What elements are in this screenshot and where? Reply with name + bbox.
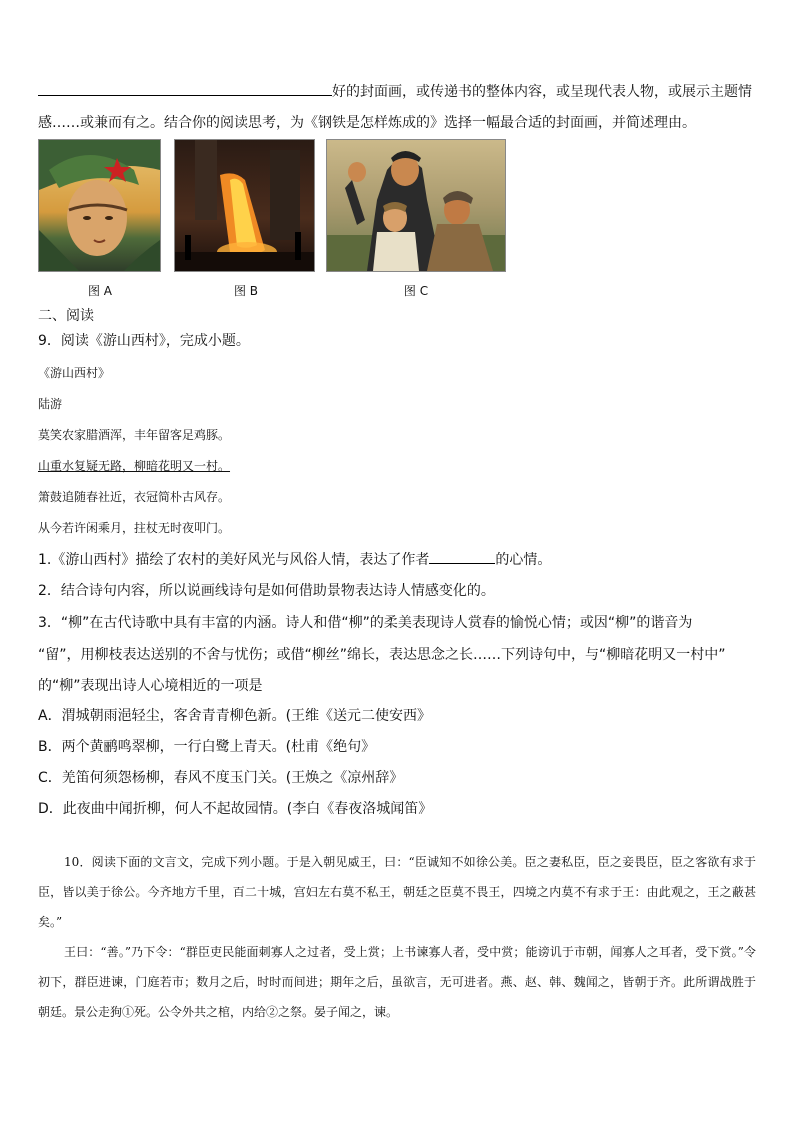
q10-paragraph-1: 10．阅读下面的文言文，完成下列小题。于是入朝见威王，曰：“臣诚知不如徐公美。臣之妻私臣，臣之妾畏臣，臣之客欲有求于臣，皆以美于徐公。今齐地方千里，百二十城，宫妇左右莫不私王，朝廷之臣莫不畏王，四境之内莫不有求于王：由此观之，王之蔽甚矣。” <box>38 855 756 929</box>
poem-line-1: 莫笑农家腊酒浑，丰年留客足鸡豚。 <box>38 428 231 442</box>
poem-title: 《游山西村》 <box>38 366 111 380</box>
figure-c-caption: 图 C <box>403 284 429 298</box>
q10-paragraph-2: 王曰：“善。”乃下令：“群臣吏民能面刺寡人之过者，受上赏；上书谏寡人者，受中赏；能谤讥于市朝，闻寡人之耳者，受下赏。”令初下，群臣进谏，门庭若市；数月之后，时时而间进；期年之后，虽欲言，无可进者。燕、赵、韩、魏闻之，皆朝于齐。此所谓战胜于朝廷。景公走狗①死。公令外共之棺，内给②之祭。晏子闻之，谏。 <box>38 945 756 1019</box>
q9-sub1-text-b: 的心情。 <box>495 552 552 568</box>
poem-line-2-text: 山重水复疑无路，柳暗花明又一村。 <box>38 459 231 473</box>
figure-a-soldier-portrait <box>38 139 161 272</box>
q9-sub1-text-a: 1.《游山西村》描绘了农村的美好风光与风俗人情，表达了作者 <box>38 552 430 568</box>
answer-blank <box>429 549 495 564</box>
intro-line-1 <box>38 81 752 102</box>
option-a: A．渭城朝雨浥轻尘，客舍青青柳色新。(王维《送元二使安西》 <box>38 708 432 724</box>
figure-b-steel-furnace <box>174 139 315 272</box>
option-b: B．两个黄鹂鸣翠柳，一行白鹭上青天。(杜甫《绝句》 <box>38 739 376 755</box>
q9-sub3-line-3: 的“柳”表现出诗人心境相近的一项是 <box>38 678 263 694</box>
q9-sub1 <box>38 549 551 570</box>
section-title: 二、阅读 <box>38 308 94 324</box>
poem-line-4: 从今若许闲乘月，拄杖无时夜叩门。 <box>38 521 231 535</box>
intro-line-2: 感……或兼而有之。结合你的阅读思考，为《钢铁是怎样炼成的》选择一幅最合适的封面画，并简述理由。 <box>38 115 696 131</box>
q9-sub3-line-1: 3．“柳”在古代诗歌中具有丰富的内涵。诗人和借“柳”的柔美表现诗人赏春的愉悦心情；或因“柳”的谐音为 <box>38 615 693 631</box>
poem-author: 陆游 <box>38 397 63 411</box>
option-c: C．羌笛何须怨杨柳，春风不度玉门关。(王焕之《凉州辞》 <box>38 770 404 786</box>
intro-text-1: 好的封面画，或传递书的整体内容，或呈现代表人物，或展示主题情 <box>332 84 752 100</box>
figure-a-caption: 图 A <box>87 284 113 298</box>
q9-sub3-line-2: “留”，用柳枝表达送别的不舍与忧伤；或借“柳丝”绵长，表达思念之长……下列诗句中，与“柳暗花明又一村中” <box>38 647 726 663</box>
q9-sub2: 2．结合诗句内容，所以说画线诗句是如何借助景物表达诗人情感变化的。 <box>38 583 495 599</box>
poem-line-2-underlined <box>38 456 230 476</box>
answer-blank <box>38 81 332 96</box>
figure-b-caption: 图 B <box>233 284 259 298</box>
poem-line-3: 箫鼓追随春社近，衣冠简朴古风存。 <box>38 490 231 504</box>
q9-title: 9．阅读《游山西村》，完成小题。 <box>38 333 250 349</box>
option-d: D．此夜曲中闻折柳，何人不起故园情。(李白《春夜洛城闻笛》 <box>38 801 433 817</box>
figure-c-three-figures <box>326 139 506 272</box>
